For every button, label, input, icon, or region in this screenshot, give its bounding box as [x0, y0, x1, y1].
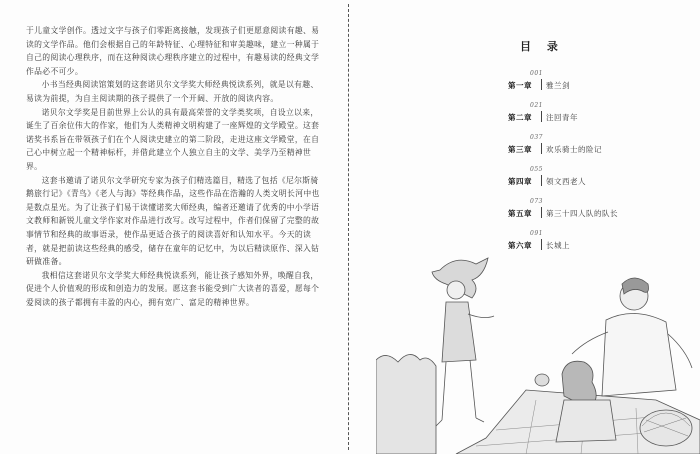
- toc-page-number: 055: [530, 166, 543, 173]
- toc-entry[interactable]: [508, 198, 688, 230]
- toc-chapter-title: 欢乐骑士的险记: [546, 145, 602, 154]
- page-gutter-divider: [348, 4, 349, 450]
- toc-page-number: 073: [530, 198, 543, 205]
- right-page: [350, 0, 700, 454]
- toc-chapter-title: 注回青年: [546, 113, 578, 122]
- paragraph: 这套书邀请了诺贝尔文学研究专家为孩子们精选篇目，精选了包括《尼尔斯骑鹅旅行记》《青鸟》《老人与海》等经典作品，这些作品在浩瀚的人类文明长河中也是数点星光。为了让孩子们易于读懂诺奖大师经典，编者还邀请了优秀的中小学语文教师和新锐儿童文学作家对作品进行改写。改写过程中，作者们保留了完整的故事情节和经典的故事语录，使作品更适合孩子的阅读喜好和认知水平。今天的读者，就是把前读这些经典的感受，储存在童年的记忆中，为以后精读原作、深入钻研做准备。: [26, 175, 320, 267]
- children-picnic-illustration-icon: [376, 250, 700, 454]
- toc-chapter-label: 第一章: [508, 81, 532, 90]
- toc-separator: [541, 239, 542, 250]
- toc-chapter-title: 长城上: [546, 241, 570, 250]
- toc-chapter-label: 第六章: [508, 241, 532, 250]
- toc-chapter-label: 第四章: [508, 177, 532, 186]
- toc-separator: [541, 143, 542, 154]
- toc-entry[interactable]: [508, 166, 688, 198]
- preface-text: [26, 24, 326, 309]
- toc-entry[interactable]: [508, 70, 688, 102]
- paragraph: 于儿童文学创作。透过文字与孩子们零距离接触，发现孩子们更愿意阅读有趣、易读的文学作品。他们会根据自己的年龄特征、心理特征和审美趣味，建立一种属于自己的阅读心理秩序，而在这种阅读心理秩序建立的过程中，有趣易读的经典文学作品必不可少。: [26, 26, 320, 76]
- toc-page-number: 021: [530, 102, 543, 109]
- table-of-contents: [508, 70, 688, 262]
- toc-title: 目 录: [520, 40, 564, 53]
- toc-separator: [541, 111, 542, 122]
- toc-page-number: 091: [530, 230, 543, 237]
- toc-entry[interactable]: [508, 134, 688, 166]
- paragraph: 小书当经典阅读馆策划的这套诺贝尔文学奖大师经典悦读系列，就是以有趣、易读为前提，为自主阅读期的孩子提供了一个开阔、开放的阅读内容。: [26, 80, 319, 103]
- toc-chapter-title: 第三十四人队的队长: [546, 209, 618, 218]
- left-page: [0, 0, 348, 454]
- toc-page-number: 001: [530, 70, 543, 77]
- toc-separator: [541, 175, 542, 186]
- toc-separator: [541, 207, 542, 218]
- toc-separator: [541, 79, 542, 90]
- paragraph: 我相信这套诺贝尔文学奖大师经典悦读系列，能让孩子感知外界，唤醒自我，促进个人价值观的形成和创造力的发展。愿这套书能受到广大读者的喜爱，愿每个爱阅读的孩子都拥有丰盈的内心，拥有宽广、富足的精神世界。: [26, 270, 320, 307]
- toc-chapter-label: 第三章: [508, 145, 532, 154]
- toc-chapter-title: 雅兰剑: [546, 81, 570, 90]
- toc-entry[interactable]: [508, 102, 688, 134]
- toc-chapter-label: 第二章: [508, 113, 532, 122]
- toc-chapter-title: 领文西老人: [546, 177, 586, 186]
- toc-page-number: 037: [530, 134, 543, 141]
- toc-chapter-label: 第五章: [508, 209, 532, 218]
- paragraph: 诺贝尔文学奖是目前世界上公认的具有最高荣誉的文学类奖项，自设立以来，诞生了百余位伟大的作家，他们为人类精神文明构建了一座辉煌的文学殿堂。这套诺奖书系旨在带领孩子们在个人阅读史建立的第二阶段，走进这座文学殿堂，在自己心中树立起一个精神标杆，并借此建立个人独立自主的文学、美学乃至精神世界。: [26, 107, 320, 171]
